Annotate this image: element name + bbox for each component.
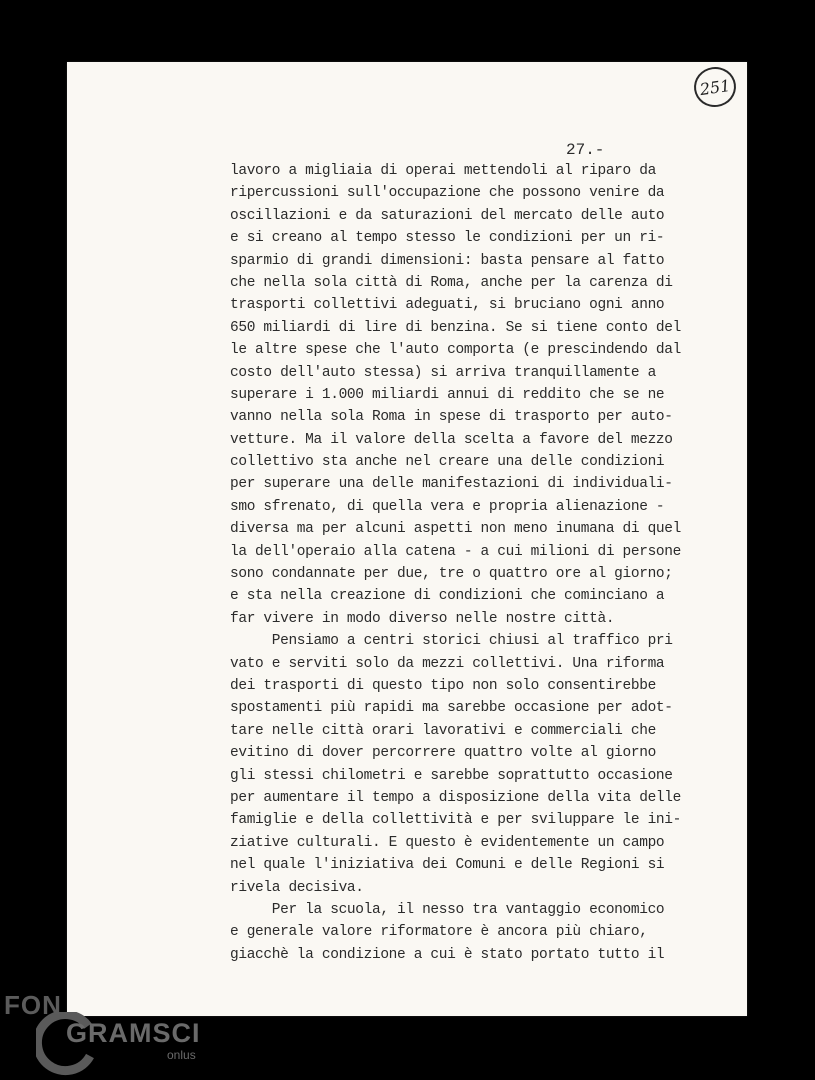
text-line: nel quale l'iniziativa dei Comuni e delle Regioni si	[230, 857, 665, 874]
watermark-text-onlus: onlus	[167, 1048, 196, 1062]
text-line: Per la scuola, il nesso tra vantaggio economico	[230, 901, 665, 918]
page-number: 27.-	[566, 141, 605, 159]
text-line: evitino di dover percorrere quattro volte al giorno	[230, 745, 656, 762]
watermark-text-fon: FON	[4, 990, 62, 1020]
text-line: e si creano al tempo stesso le condizioni per un ri-	[230, 230, 665, 247]
text-line: che nella sola città di Roma, anche per la carenza di	[230, 274, 673, 291]
text-line: Pensiamo a centri storici chiusi al traffico pri	[230, 633, 673, 650]
text-line: rivela decisiva.	[230, 879, 364, 896]
text-line: diversa ma per alcuni aspetti non meno inumana di quel	[230, 521, 681, 538]
text-line: giacchè la condizione a cui è stato portato tutto il	[230, 946, 665, 963]
body-text	[230, 160, 681, 966]
text-line: vato e serviti solo da mezzi collettivi. Una riforma	[230, 655, 665, 672]
text-line: tare nelle città orari lavorativi e commerciali che	[230, 722, 656, 739]
text-line: e generale valore riformatore è ancora più chiaro,	[230, 924, 648, 941]
text-line: far vivere in modo diverso nelle nostre città.	[230, 610, 615, 627]
text-line: dei trasporti di questo tipo non solo consentirebbe	[230, 677, 656, 694]
text-line: le altre spese che l'auto comporta (e prescindendo dal	[230, 342, 681, 359]
text-line: lavoro a migliaia di operai mettendoli al riparo da	[230, 163, 656, 179]
text-line: la dell'operaio alla catena - a cui milioni di persone	[230, 543, 681, 560]
text-line: costo dell'auto stessa) si arriva tranquillamente a	[230, 364, 656, 381]
text-line: oscillazioni e da saturazioni del mercato delle auto	[230, 207, 665, 224]
fondazione-gramsci-watermark	[4, 990, 234, 1078]
text-line: gli stessi chilometri e sarebbe soprattutto occasione	[230, 767, 673, 784]
text-line: e sta nella creazione di condizioni che cominciano a	[230, 588, 665, 605]
text-line: sparmio di grandi dimensioni: basta pensare al fatto	[230, 252, 665, 269]
text-line: vanno nella sola Roma in spese di trasporto per auto-	[230, 409, 673, 426]
text-line: 650 miliardi di lire di benzina. Se si tiene conto del	[230, 319, 681, 336]
text-line: smo sfrenato, di quella vera e propria alienazione -	[230, 498, 665, 515]
archive-stamp-number: 251	[698, 75, 732, 99]
text-line: vetture. Ma il valore della scelta a favore del mezzo	[230, 431, 673, 448]
text-line: ziative culturali. E questo è evidentemente un campo	[230, 834, 665, 851]
text-line: trasporti collettivi adeguati, si bruciano ogni anno	[230, 297, 665, 314]
text-line: spostamenti più rapidi ma sarebbe occasione per adot-	[230, 700, 673, 717]
text-line: superare i 1.000 miliardi annui di reddito che se ne	[230, 386, 665, 403]
text-line: ripercussioni sull'occupazione che possono venire da	[230, 185, 665, 202]
text-line: sono condannate per due, tre o quattro ore al giorno;	[230, 566, 673, 583]
text-line: per aumentare il tempo a disposizione della vita delle	[230, 789, 681, 806]
text-line: per superare una delle manifestazioni di individuali-	[230, 476, 673, 493]
text-line: famiglie e della collettività e per sviluppare le ini-	[230, 812, 681, 829]
watermark-text-gramsci: GRAMSCI	[66, 1018, 201, 1048]
text-line: collettivo sta anche nel creare una delle condizioni	[230, 454, 665, 471]
